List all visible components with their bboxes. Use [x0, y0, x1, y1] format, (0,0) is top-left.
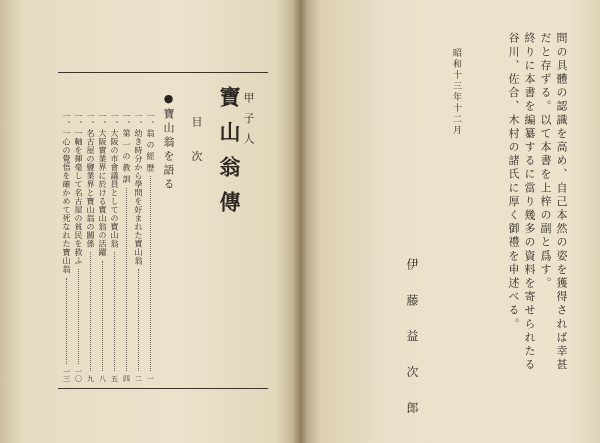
book-gutter [292, 0, 308, 443]
toc-entry: 一、翁 の 經 歷 一 [146, 112, 155, 382]
author-signature: 伊 藤 益 次 郎 [405, 258, 419, 424]
toc-entry: 一、幼き時分から學問を好まれた寶山翁 二 [134, 112, 143, 382]
book-title: 寶山翁傳 [217, 86, 242, 226]
toc-entry: 一、名古屋の鹽業界と寶山翁の關係 九 [86, 112, 95, 382]
toc-entry: 一、一軸を揮毫して名古屋の貧民を救ふ 一〇 [74, 112, 83, 382]
toc-entry: 一、大阪の市會議員としての寶山翁 五 [110, 112, 119, 382]
preface-date: 昭和十三年十二月 [451, 48, 461, 136]
preface-line: だと存ずる。以て本書を上梓の副と爲す。 [539, 32, 552, 291]
toc-entry: 一、大阪實業界に於ける寶山翁の活躍 八 [98, 112, 107, 382]
preface-line: 終りに本書を編纂するに當り幾多の資料を寄せられたる [523, 32, 536, 372]
author-label: 甲 子 人 [242, 92, 255, 147]
contents-heading: 目 次 [190, 116, 203, 172]
bottom-rule [58, 388, 268, 389]
toc-entry: 一、第 一 の 教 訓 四 [122, 112, 131, 382]
right-page [300, 0, 600, 443]
toc-entry: 一、一心の覺悟を確かめて死なれた寶山翁 一三 [62, 112, 71, 382]
top-rule [58, 72, 268, 73]
preface-line: 谷川、佐合、木村の諸氏に厚く御禮を申述べる。 [507, 32, 520, 332]
preface-line: 問の具體の認識を高め、自己本然の姿を獲得されば幸甚 [555, 32, 568, 372]
section-heading: ●寶山翁を語る [162, 92, 175, 192]
